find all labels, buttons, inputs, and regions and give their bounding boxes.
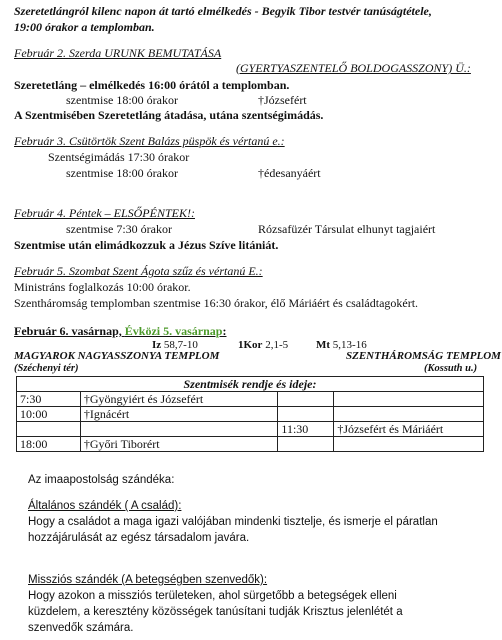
- table-row: [17, 392, 484, 407]
- reading-2-book: 1Kor: [238, 339, 263, 351]
- feb3-line-1: Szentségimádás 17:30 órakor: [48, 150, 190, 164]
- intent-left: [80, 422, 278, 437]
- reading-3-ref: 5,13-16: [332, 339, 367, 351]
- feb5-line-2: Szentháromság templomban szentmise 16:30 órakor, élő Máriáért és családtagokért.: [14, 296, 419, 310]
- time-right: [278, 407, 334, 422]
- general-intent-line-2: hozzájárulását az egész társadalom javára.: [28, 532, 250, 544]
- intent-left: †Győri Tiborért: [80, 437, 278, 452]
- feb5-heading: Február 5. Szombat Szent Ágota szűz és vértanú E.:: [14, 264, 263, 278]
- feb6-heading-sunday: Évközi 5. vasárnap: [124, 324, 223, 338]
- intro-line-2: 19:00 órakor a templomban.: [14, 20, 155, 34]
- intro-line-1: Szeretetlángról kilenc napon át tartó elmélkedés - Begyik Tibor testvér tanúságtétele,: [14, 4, 432, 18]
- feb3-heading: Február 3. Csütörtök Szent Balázs püspök és vértanú e.:: [14, 134, 285, 148]
- feb6-heading: [14, 324, 226, 339]
- intent-left: †Gyöngyiért és Józsefért: [80, 392, 278, 407]
- intent-right: †Józsefért és Máriáért: [334, 422, 484, 437]
- table-row: [17, 422, 484, 437]
- feb2-heading: Február 2. Szerda URUNK BEMUTATÁSA: [14, 46, 222, 60]
- intent-right: [334, 407, 484, 422]
- general-intent-heading: Általános szándék ( A család):: [28, 500, 182, 512]
- feb6-reading-2: [238, 339, 288, 351]
- reading-2-ref: 2,1-5: [265, 339, 289, 351]
- table-row: [17, 437, 484, 452]
- feb2-line-3: A Szentmisében Szeretetláng átadása, utána szentségimádás.: [14, 108, 324, 122]
- time-left: 7:30: [17, 392, 81, 407]
- feb4-heading: Február 4. Péntek – ELSŐPÉNTEK!:: [14, 206, 195, 220]
- feb2-line-1: Szeretetláng – elmélkedés 16:00 órától a templomban.: [14, 78, 290, 92]
- feb2-mass-intent: †Józsefért: [258, 93, 307, 107]
- table-title-row: [17, 377, 484, 392]
- feb4-line-2: Szentmise után elimádkozzuk a Jézus Szíve litániát.: [14, 238, 279, 252]
- feb2-mass-label: szentmise 18:00 órakor: [66, 93, 178, 107]
- mission-intent-line-2: küzdelem, a keresztény közösségek tanúsítani tudják Krisztus jelenlétét a: [28, 606, 403, 618]
- church-left-sub: (Széchenyi tér): [14, 363, 79, 374]
- church-left: MAGYAROK NAGYASSZONYA TEMPLOM: [14, 350, 220, 362]
- mass-schedule-table: [16, 376, 484, 452]
- intent-right: [334, 437, 484, 452]
- time-right: [278, 392, 334, 407]
- time-right: 11:30: [278, 422, 334, 437]
- reading-1-ref: 58,7-10: [163, 339, 198, 351]
- time-right: [278, 437, 334, 452]
- mission-intent-line-1: Hogy azokon a missziós területeken, ahol sürgetőbb a betegségek elleni: [28, 590, 397, 602]
- prayer-title: Az imaapostolság szándéka:: [28, 474, 175, 486]
- time-left: 10:00: [17, 407, 81, 422]
- table-row: [17, 407, 484, 422]
- feb5-line-1: Ministráns foglalkozás 10:00 órakor.: [14, 280, 191, 294]
- feb3-mass-intent: †édesanyáért: [258, 166, 321, 180]
- church-right: SZENTHÁROMSÁG TEMPLOM: [346, 350, 501, 362]
- feb6-heading-date: Február 6. vasárnap,: [14, 324, 122, 338]
- time-left: 18:00: [17, 437, 81, 452]
- feb4-mass-intent: Rózsafüzér Társulat elhunyt tagjaiért: [258, 222, 436, 236]
- church-right-sub: (Kossuth u.): [424, 363, 478, 374]
- feb4-mass-label: szentmise 7:30 órakor: [66, 222, 172, 236]
- feb3-mass-label: szentmise 18:00 órakor: [66, 166, 178, 180]
- mission-intent-heading: Missziós szándék (A betegségben szenvedők):: [28, 574, 268, 586]
- feb2-heading-continued: (GYERTYASZENTELŐ BOLDOGASSZONY) Ü.:: [236, 61, 471, 75]
- mission-intent-line-3: szenvedők számára.: [28, 622, 134, 634]
- table-title: Szentmisék rendje és ideje:: [17, 377, 484, 392]
- feb6-heading-colon: :: [222, 324, 227, 338]
- reading-1-book: Iz: [152, 339, 162, 351]
- time-left: [17, 422, 81, 437]
- reading-3-book: Mt: [316, 339, 331, 351]
- intent-right: [334, 392, 484, 407]
- general-intent-line-1: Hogy a családot a maga igazi valójában mindenki tisztelje, és ismerje el páratlan: [28, 516, 438, 528]
- intent-left: †Ignácért: [80, 407, 278, 422]
